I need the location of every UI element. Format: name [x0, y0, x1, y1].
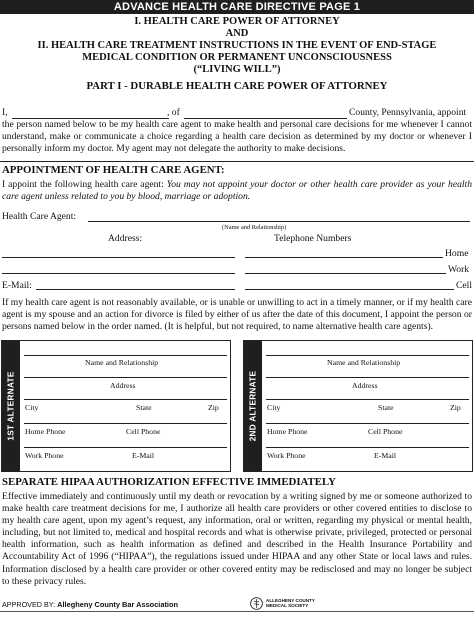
hipaa-heading: SEPARATE HIPAA AUTHORIZATION EFFECTIVE IMMEDIATELY [2, 476, 336, 488]
appointment-note: You may not appoint your doctor or other health care provider as your health care agent unless related to you by blood, marriage or adoption. [2, 179, 473, 203]
home-label: Home [445, 248, 469, 259]
appointment-paragraph [2, 179, 472, 203]
alt1-city-blank[interactable] [24, 399, 227, 400]
second-alternate-tab: 2ND ALTERNATE [244, 341, 262, 471]
alt2-email-label: E-Mail [374, 451, 397, 460]
alt1-state-label: State [136, 403, 152, 412]
intro-of-label: , of [167, 107, 180, 118]
alt1-phone-blank[interactable] [24, 423, 227, 424]
title-health-care-poa: I. HEALTH CARE POWER OF ATTORNEY [134, 16, 340, 27]
title-living-will: (“LIVING WILL”) [193, 64, 281, 75]
work-label: Work [448, 264, 470, 275]
intro-county-label: County, Pennsylvania, appoint [349, 107, 467, 118]
first-alternate-box [1, 340, 231, 472]
alternate-agent-paragraph: If my health care agent is not reasonably available, or is unable or unwilling to act in a timely manner, or if my health care agent is my spouse and an action for divorce is filed by either of us after the date of this document, I appoint the person or persons named below in the order named. (It is helpful, but not required, to name alternative health care agents). [2, 297, 472, 333]
agent-name-caption: (Name and Relationship) [222, 224, 287, 231]
alt2-city-blank[interactable] [266, 399, 469, 400]
title-and: AND [225, 28, 249, 39]
alt1-work-phone-label: Work Phone [25, 451, 64, 460]
approved-by-prefix: APPROVED BY: [2, 600, 56, 609]
appointment-text: I appoint the following health care agent: [2, 179, 167, 190]
footer-rule [0, 611, 474, 612]
alt1-zip-label: Zip [208, 403, 219, 412]
agent-email-blank[interactable] [36, 289, 235, 290]
cell-label: Cell [456, 280, 472, 291]
agent-name-blank[interactable] [88, 221, 470, 222]
alt2-work-phone-label: Work Phone [267, 451, 306, 460]
alt1-cell-phone-label: Cell Phone [126, 427, 161, 436]
bar-association-name: Allegheny County Bar Association [57, 600, 179, 609]
intro-paragraph: the person named below to be my health care agent to make health and personal care decisions for me whenever I cannot understand, make or communicate a choice regarding a health care decision as determined by my doctor or whenever I personally inform my doctor. My agent may not delegate the authority to make decisions. [2, 119, 472, 155]
alt1-city-label: City [25, 403, 39, 412]
agent-work-phone-blank[interactable] [245, 273, 446, 274]
hipaa-paragraph: Effective immediately and continuously until my death or revocation by a writing signed by me or someone authorized to make health care treatment decisions for me, I authorize all health care providers or other covered entities to disclose to my health care agent, upon my agent’s request, any information, oral or written, regarding my physical or mental health, including, but not limited to, medical and hospital records and what is otherwise private, privileged, protected or personal health information, such as health information as defined and described in the Health Insurance Portability and Accountability Act of 1996 (“HIPAA”), the regulations issued under HIPAA and any other State or local laws and rules. Information disclosed by a health care provider or other covered entity may be redisclosed and may no longer be subject to these privacy rules. [2, 491, 472, 587]
first-alternate-tab: 1ST ALTERNATE [2, 341, 20, 471]
alt1-address-label: Address [110, 381, 136, 390]
agent-address-line-2[interactable] [2, 273, 235, 274]
alt2-city-label: City [267, 403, 281, 412]
alt2-state-label: State [378, 403, 394, 412]
alt2-cell-phone-label: Cell Phone [368, 427, 403, 436]
alt2-address-blank[interactable] [266, 377, 469, 378]
alt1-name-label: Name and Relationship [85, 358, 159, 367]
appointment-heading: APPOINTMENT OF HEALTH CARE AGENT: [2, 164, 225, 176]
telephone-label: Telephone Numbers [274, 233, 352, 244]
approved-by [2, 600, 178, 609]
intro-i-label: I, [2, 107, 8, 118]
alt2-address-label: Address [352, 381, 378, 390]
alt2-name-blank[interactable] [266, 355, 469, 356]
email-label: E-Mail: [2, 280, 32, 291]
part-one-title: PART I - DURABLE HEALTH CARE POWER OF ATTORNEY [86, 80, 388, 92]
page-header-bar: ADVANCE HEALTH CARE DIRECTIVE PAGE 1 [0, 0, 474, 14]
alt1-work-email-blank[interactable] [24, 447, 227, 448]
address-label: Address: [108, 233, 143, 244]
alt2-home-phone-label: Home Phone [267, 427, 308, 436]
alt2-name-label: Name and Relationship [327, 358, 401, 367]
second-alternate-box [243, 340, 473, 472]
agent-label: Health Care Agent: [2, 211, 77, 222]
alt2-phone-blank[interactable] [266, 423, 469, 424]
title-medical-condition: MEDICAL CONDITION OR PERMANENT UNCONSCIOUSNESS [82, 52, 392, 63]
medical-society-name: ALLEGHENY COUNTY MEDICAL SOCIETY [266, 598, 315, 609]
agent-home-phone-blank[interactable] [245, 257, 443, 258]
section-divider [0, 161, 474, 162]
alt1-home-phone-label: Home Phone [25, 427, 66, 436]
alt2-zip-label: Zip [450, 403, 461, 412]
agent-address-line-1[interactable] [2, 257, 235, 258]
medical-society-seal-icon [250, 597, 263, 610]
alt1-email-label: E-Mail [132, 451, 155, 460]
agent-cell-phone-blank[interactable] [245, 289, 454, 290]
title-treatment-instructions: II. HEALTH CARE TREATMENT INSTRUCTIONS IN THE EVENT OF END-STAGE [37, 40, 437, 51]
alt2-work-email-blank[interactable] [266, 447, 469, 448]
alt1-address-blank[interactable] [24, 377, 227, 378]
alt1-name-blank[interactable] [24, 355, 227, 356]
